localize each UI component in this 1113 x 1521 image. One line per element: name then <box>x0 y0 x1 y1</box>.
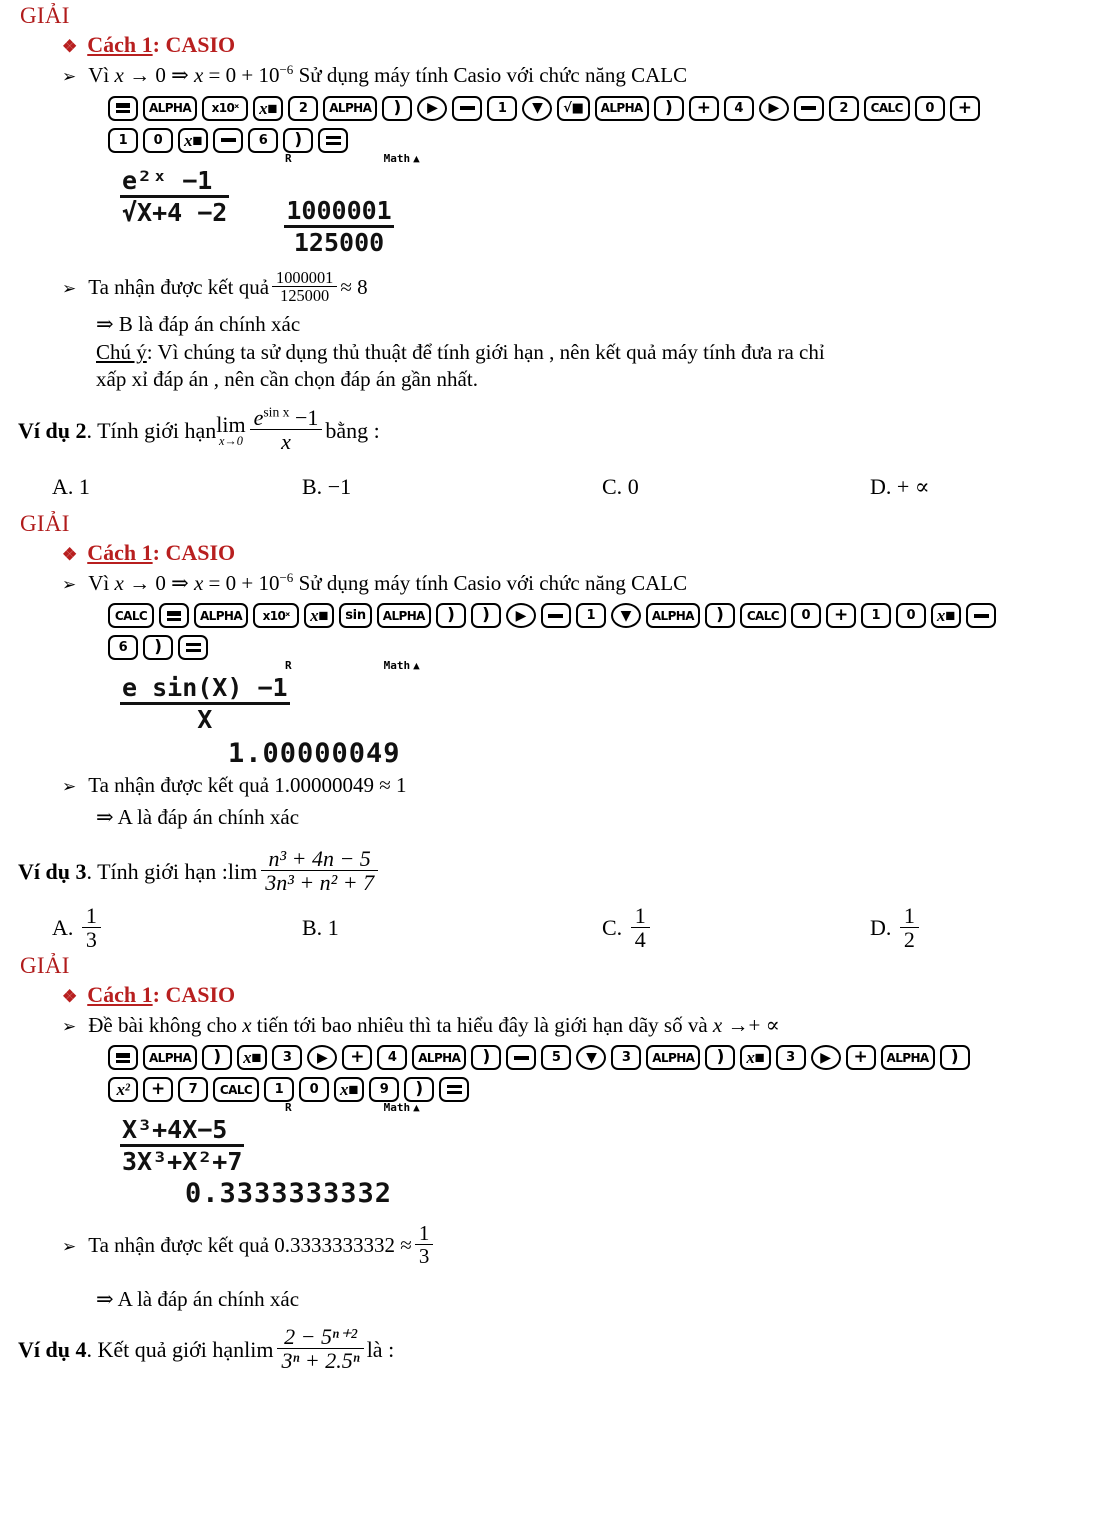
calc-key-minus-21[interactable] <box>966 603 996 628</box>
cach-label: Cách 1 <box>87 32 153 58</box>
reason2-text-c: = 0 + 10 <box>203 571 280 596</box>
example-3-text: . Tính giới hạn : <box>86 859 228 885</box>
choice-3-D[interactable] <box>870 902 1070 952</box>
reason2-var-x2: x <box>193 571 204 596</box>
calc-key-close-paren-15[interactable]: ) <box>705 1045 735 1070</box>
r-indicator-3: R <box>285 1101 292 1115</box>
reason3-var-x: x <box>242 1013 252 1038</box>
calc-key-x-box-3[interactable]: x■ <box>237 1045 267 1070</box>
lim-operator-3 <box>227 858 258 884</box>
example-3-choices <box>0 902 1113 952</box>
calc-key-alpha-1[interactable]: ALPHA <box>143 1045 197 1070</box>
calc-key-right-arrow-7[interactable]: ▶ <box>417 96 447 121</box>
result-frac-den-3: 3 <box>418 1244 430 1269</box>
math-label-2: Math <box>383 659 411 673</box>
reason3-var-x2: x <box>712 1013 723 1038</box>
choice-2-B[interactable] <box>302 474 602 500</box>
cach-heading-1 <box>62 33 1113 57</box>
choice-3-B-key: B. <box>302 915 323 941</box>
calc-key-minus-10[interactable] <box>541 603 571 628</box>
result-prefix-3: Ta nhận được kết quả 0.3333333332 ≈ <box>88 1233 412 1258</box>
example-2-choices <box>0 464 1113 510</box>
calc-key-close-paren-8[interactable]: ) <box>404 1077 434 1102</box>
den-var-2: x <box>281 429 291 455</box>
arrow-bullet-icon-6: ➢ <box>62 1237 77 1257</box>
reason-text-c: = 0 + 10 <box>203 63 280 88</box>
example-4-den-text: 3ⁿ + 2.5ⁿ <box>281 1348 360 1374</box>
result-line-1 <box>62 267 1113 305</box>
result-fraction-3 <box>415 1222 434 1267</box>
choice-2-D[interactable] <box>870 474 1070 500</box>
conclusion-2: ⇒ A là đáp án chính xác <box>96 805 300 830</box>
example-3-frac-den <box>261 871 378 894</box>
choice-3-C-den: 4 <box>634 926 646 952</box>
choice-3-A[interactable] <box>52 902 302 952</box>
calc-key-alpha-6[interactable]: ALPHA <box>377 603 431 628</box>
cach-suffix-2: : CASIO <box>152 539 236 565</box>
result-line-2 <box>62 773 1113 798</box>
example-3-frac-num <box>261 847 378 871</box>
calc-key-frac-0[interactable] <box>108 1045 138 1070</box>
example-2-frac-den <box>250 430 323 453</box>
calc-key-x10x-2[interactable]: x10ˣ <box>202 96 248 121</box>
lcd-result-3: 0.3333333332 <box>185 1178 393 1210</box>
approx-sign-1: ≈ <box>340 274 352 299</box>
choice-2-D-value: + ∝ <box>896 473 930 499</box>
calc-key-sin-5[interactable]: sin <box>339 603 372 628</box>
choice-3-A-num: 1 <box>82 904 101 928</box>
math-label-3: Math <box>383 1101 411 1115</box>
r-indicator-2: R <box>285 659 292 673</box>
giai-heading-3: GIẢI <box>20 952 70 978</box>
calc-key-sqrt-11[interactable]: √■ <box>557 96 589 121</box>
math-label-1: Math <box>383 151 411 165</box>
reason2-text-b: → 0 ⇒ <box>123 571 194 596</box>
lcd-expr-den-1: √X+4 −2 <box>122 197 228 227</box>
lcd-expr-num-1: e²ˣ −1 <box>120 167 229 198</box>
choice-2-B-value: −1 <box>327 473 352 499</box>
lcd-result-den-1: 125000 <box>293 227 385 257</box>
cach-heading-3 <box>62 983 1113 1007</box>
choice-3-D-num: 1 <box>900 904 919 928</box>
lcd-indicators-1 <box>285 152 1113 165</box>
calc-key-alpha-12[interactable]: ALPHA <box>595 96 649 121</box>
arrow-bullet-icon-4: ➢ <box>62 777 77 797</box>
key-sequence-3-row-1 <box>108 1045 1113 1070</box>
calc-key-alpha-20[interactable]: ALPHA <box>881 1045 935 1070</box>
calc-key-minus-8[interactable] <box>452 96 482 121</box>
calc-key-frac-0[interactable] <box>108 96 138 121</box>
choice-3-D-fraction <box>900 904 919 951</box>
calc-key-calc-19[interactable]: CALC <box>864 96 910 121</box>
example-3-fraction <box>261 847 378 894</box>
arrow-bullet-icon-5: ➢ <box>62 1017 77 1037</box>
calc-key-6-4[interactable]: 6 <box>248 128 278 153</box>
r-indicator-1: R <box>285 151 292 165</box>
calc-key-down-arrow-10[interactable]: ▼ <box>522 96 552 121</box>
calc-key-2-4[interactable]: 2 <box>288 96 318 121</box>
lcd-result-2: 1.00000049 <box>228 738 401 770</box>
choice-2-B-key: B. <box>302 473 323 499</box>
e-exp-2: sin x <box>263 404 290 420</box>
choice-2-C-key: C. <box>602 473 623 499</box>
cach-label-3: Cách 1 <box>87 982 153 1008</box>
key-sequence-2-row-2 <box>108 635 1113 660</box>
calc-key-9-7[interactable]: 9 <box>369 1077 399 1102</box>
calc-key-equals-6[interactable] <box>318 128 348 153</box>
choice-3-C-fraction <box>631 904 650 951</box>
calc-key-1-0[interactable]: 1 <box>108 128 138 153</box>
reason2-var-x: x <box>114 571 124 596</box>
e-base-2: e <box>253 405 264 431</box>
giai-heading-1: GIẢI <box>20 3 70 28</box>
calc-key-close-paren-13[interactable]: ) <box>654 96 684 121</box>
example-4-frac-den <box>277 1349 363 1372</box>
up-triangle-icon-3: ▲ <box>413 1101 420 1115</box>
calc-key-calc-0[interactable]: CALC <box>108 603 154 628</box>
reason-line-3 <box>62 1013 1113 1038</box>
key-sequence-1-row-2 <box>108 128 1113 153</box>
lim-text-4: lim <box>244 1336 274 1362</box>
note-heading: Chú ý <box>96 340 147 365</box>
result-value-1: 8 <box>357 274 368 299</box>
calc-key-x-box-3[interactable]: x■ <box>253 96 283 121</box>
reason-text-a: Vì <box>88 63 115 88</box>
calc-key-plus-6[interactable]: + <box>342 1045 372 1070</box>
lim-operator-2 <box>216 414 245 447</box>
result-frac-num-1: 1000001 <box>272 269 337 287</box>
cach-suffix: : CASIO <box>152 32 236 58</box>
reason-text-b: → 0 ⇒ <box>123 63 194 88</box>
lcd-expression-3 <box>120 1116 244 1175</box>
choice-3-D-key: D. <box>870 915 892 941</box>
document-page <box>0 4 1113 1521</box>
lcd-expression-1 <box>120 167 229 226</box>
calc-key-alpha-1[interactable]: ALPHA <box>143 96 197 121</box>
calc-key-1-18[interactable]: 1 <box>861 603 891 628</box>
reason-var-x2: x <box>193 63 204 88</box>
calc-key-minus-17[interactable] <box>794 96 824 121</box>
arrow-bullet-icon-3: ➢ <box>62 575 77 595</box>
example-3-den-text: 3n³ + n² + 7 <box>265 870 375 896</box>
example-2-fraction <box>250 406 323 453</box>
choice-2-A[interactable] <box>52 474 302 500</box>
calc-key-x-box-4[interactable]: x■ <box>304 603 334 628</box>
example-4-label: Ví dụ 4 <box>18 1337 87 1363</box>
lcd-expr-num-2: e sin(X) −1 <box>120 674 290 705</box>
num-tail-2: −1 <box>289 405 319 431</box>
calc-key-x-box-6[interactable]: x■ <box>334 1077 364 1102</box>
choice-3-A-den: 3 <box>85 926 97 952</box>
lim-text-2: lim <box>216 412 246 438</box>
example-2-text: . Tính giới hạn <box>86 418 217 444</box>
calc-key-right-arrow-18[interactable]: ▶ <box>811 1045 841 1070</box>
calc-key-6-0[interactable]: 6 <box>108 635 138 660</box>
calc-key-x2-0[interactable]: x² <box>108 1077 138 1102</box>
choice-2-A-value: 1 <box>78 473 90 499</box>
choice-3-A-key: A. <box>52 915 74 941</box>
calc-key-alpha-5[interactable]: ALPHA <box>323 96 377 121</box>
diamond-bullet-icon: ❖ <box>62 37 78 57</box>
calc-key-0-16[interactable]: 0 <box>791 603 821 628</box>
calc-key-0-1[interactable]: 0 <box>143 128 173 153</box>
reason3-text-a: Đề bài không cho <box>88 1013 243 1038</box>
calc-key-plus-14[interactable]: + <box>689 96 719 121</box>
calc-key-close-paren-8[interactable]: ) <box>471 603 501 628</box>
math-indicator-1 <box>384 152 420 165</box>
choice-3-D-den: 2 <box>903 926 915 952</box>
cach-suffix-3: : CASIO <box>152 982 236 1008</box>
choice-2-C[interactable] <box>602 474 870 500</box>
calc-key-x-box-16[interactable]: x■ <box>740 1045 770 1070</box>
calc-key-close-paren-21[interactable]: ) <box>940 1045 970 1070</box>
example-3-label: Ví dụ 3 <box>18 859 87 885</box>
calc-key-close-paren-14[interactable]: ) <box>705 603 735 628</box>
lcd-expression-2 <box>120 674 290 733</box>
calc-key-down-arrow-12[interactable]: ▼ <box>611 603 641 628</box>
result-fraction-1 <box>272 269 337 304</box>
choice-2-D-key: D. <box>870 473 892 499</box>
calc-key-2-18[interactable]: 2 <box>829 96 859 121</box>
example-3-title <box>18 845 1113 899</box>
calc-key-plus-1[interactable]: + <box>143 1077 173 1102</box>
calc-key-4-15[interactable]: 4 <box>724 96 754 121</box>
lcd-indicators-2 <box>285 659 1113 672</box>
calc-key-calc-3[interactable]: CALC <box>213 1077 259 1102</box>
reason-var-x: x <box>114 63 124 88</box>
calc-key-equals-2[interactable] <box>178 635 208 660</box>
key-sequence-3-row-2 <box>108 1077 1113 1102</box>
example-2-label: Ví dụ 2 <box>18 418 87 444</box>
lcd-expr-num-3: X³+4X−5 <box>120 1116 244 1147</box>
example-2-title-end: bằng : <box>325 418 380 444</box>
result-line-3 <box>62 1223 1113 1268</box>
choice-3-A-fraction <box>82 904 101 951</box>
calc-key-3-13[interactable]: 3 <box>611 1045 641 1070</box>
reason2-text-a: Vì <box>88 571 115 596</box>
choice-3-C-key: C. <box>602 915 623 941</box>
example-4-frac-num <box>277 1325 363 1349</box>
reason-text-d: Sử dụng máy tính Casio với chức năng CALC <box>293 63 688 88</box>
lim-text-3: lim <box>227 858 258 884</box>
arrow-bullet-icon: ➢ <box>62 67 77 87</box>
reason-line-1 <box>62 63 1113 88</box>
calc-key-x10x-3[interactable]: x10ˣ <box>253 603 299 628</box>
result-prefix-1: Ta nhận được kết quả <box>88 274 270 299</box>
choice-3-B-value: 1 <box>327 915 339 941</box>
reason2-text-d: Sử dụng máy tính Casio với chức năng CALC <box>293 571 688 596</box>
note-body-2: xấp xỉ đáp án , nên cần chọn đáp án gần nhất. <box>96 367 478 392</box>
example-4-title-end: là : <box>366 1337 395 1363</box>
calc-key-close-paren-6[interactable]: ) <box>382 96 412 121</box>
example-3-num-text: n³ + 4n − 5 <box>268 846 371 872</box>
calc-key-close-paren-1[interactable]: ) <box>143 635 173 660</box>
calc-key-close-paren-9[interactable]: ) <box>471 1045 501 1070</box>
calc-key-alpha-8[interactable]: ALPHA <box>412 1045 466 1070</box>
reason3-text-c: →+ ∝ <box>722 1013 780 1038</box>
math-indicator-3 <box>384 1101 420 1114</box>
result-frac-den-1: 125000 <box>280 285 330 305</box>
example-4-fraction <box>277 1325 363 1372</box>
calc-key-alpha-14[interactable]: ALPHA <box>646 1045 700 1070</box>
result-text-2: Ta nhận được kết quả 1.00000049 ≈ 1 <box>88 773 407 798</box>
lcd-screen-1 <box>0 167 1113 256</box>
calc-key-equals-9[interactable] <box>439 1077 469 1102</box>
note-body-1: : Vì chúng ta sử dụng thủ thuật để tính giới hạn , nên kết quả máy tính đưa ra chỉ <box>146 340 825 365</box>
calc-key-1-4[interactable]: 1 <box>264 1077 294 1102</box>
math-indicator-2 <box>384 659 420 672</box>
reason3-text-b: tiến tới bao nhiêu thì ta hiểu đây là giới hạn dãy số và <box>251 1013 713 1038</box>
calc-key-plus-21[interactable]: + <box>950 96 980 121</box>
giai-heading-2: GIẢI <box>20 510 70 536</box>
arrow-bullet-icon-2: ➢ <box>62 278 77 298</box>
key-sequence-1-row-1 <box>108 96 1113 121</box>
calc-key-3-4[interactable]: 3 <box>272 1045 302 1070</box>
calc-key-4-7[interactable]: 4 <box>377 1045 407 1070</box>
calc-key-right-arrow-5[interactable]: ▶ <box>307 1045 337 1070</box>
lcd-result-num-1: 1000001 <box>284 197 393 228</box>
choice-2-A-key: A. <box>52 473 74 499</box>
conclusion-3: ⇒ A là đáp án chính xác <box>96 1287 300 1312</box>
calc-key-close-paren-2[interactable]: ) <box>202 1045 232 1070</box>
calc-key-1-9[interactable]: 1 <box>487 96 517 121</box>
calc-key-x-box-2[interactable]: x■ <box>178 128 208 153</box>
example-2-frac-num <box>250 406 323 430</box>
calc-key-5-11[interactable]: 5 <box>541 1045 571 1070</box>
lim-operator-4 <box>244 1336 274 1362</box>
example-4-title <box>18 1323 1113 1377</box>
calc-key-3-17[interactable]: 3 <box>776 1045 806 1070</box>
calc-key-close-paren-5[interactable]: ) <box>283 128 313 153</box>
up-triangle-icon-2: ▲ <box>413 659 420 673</box>
calc-key-down-arrow-12[interactable]: ▼ <box>576 1045 606 1070</box>
choice-3-B[interactable] <box>302 915 602 941</box>
calc-key-right-arrow-9[interactable]: ▶ <box>506 603 536 628</box>
choice-3-C-num: 1 <box>631 904 650 928</box>
example-4-text: . Kết quả giới hạn <box>86 1337 245 1363</box>
diamond-bullet-icon-3: ❖ <box>62 987 78 1007</box>
conclusion-1: ⇒ B là đáp án chính xác <box>96 311 301 336</box>
example-4-num-text: 2 − 5ⁿ⁺² <box>284 1324 358 1350</box>
calc-key-calc-15[interactable]: CALC <box>740 603 786 628</box>
choice-3-C[interactable] <box>602 902 870 952</box>
calc-key-frac-1[interactable] <box>159 603 189 628</box>
calc-key-alpha-13[interactable]: ALPHA <box>646 603 700 628</box>
calc-key-alpha-2[interactable]: ALPHA <box>194 603 248 628</box>
reason-line-2 <box>62 571 1113 596</box>
calc-key-0-19[interactable]: 0 <box>896 603 926 628</box>
cach-label-2: Cách 1 <box>87 539 153 565</box>
calc-key-close-paren-7[interactable]: ) <box>436 603 466 628</box>
reason-exponent: −6 <box>279 62 294 78</box>
lcd-expr-den-2: X <box>197 705 213 735</box>
lim-sub-2: x→0 <box>218 434 243 449</box>
cach-heading-2 <box>62 541 1113 565</box>
result-frac-num-3: 1 <box>415 1222 434 1245</box>
calc-key-0-5[interactable]: 0 <box>299 1077 329 1102</box>
lcd-indicators-3 <box>285 1101 1113 1114</box>
calc-key-1-11[interactable]: 1 <box>576 603 606 628</box>
diamond-bullet-icon-2: ❖ <box>62 544 78 564</box>
lcd-result-1 <box>284 197 393 256</box>
calc-key-plus-17[interactable]: + <box>826 603 856 628</box>
calc-key-0-20[interactable]: 0 <box>915 96 945 121</box>
reason2-exponent: −6 <box>279 570 294 586</box>
example-2-title <box>18 404 1113 458</box>
up-triangle-icon-1: ▲ <box>413 151 420 165</box>
calc-key-7-2[interactable]: 7 <box>178 1077 208 1102</box>
calc-key-minus-3[interactable] <box>213 128 243 153</box>
calc-key-x-box-20[interactable]: x■ <box>931 603 961 628</box>
calc-key-minus-10[interactable] <box>506 1045 536 1070</box>
calc-key-plus-19[interactable]: + <box>846 1045 876 1070</box>
key-sequence-2-row-1 <box>108 603 1113 628</box>
calc-key-right-arrow-16[interactable]: ▶ <box>759 96 789 121</box>
lcd-expr-den-3: 3X³+X²+7 <box>122 1147 243 1177</box>
note-block-1 <box>96 339 1113 366</box>
choice-2-C-value: 0 <box>627 473 639 499</box>
